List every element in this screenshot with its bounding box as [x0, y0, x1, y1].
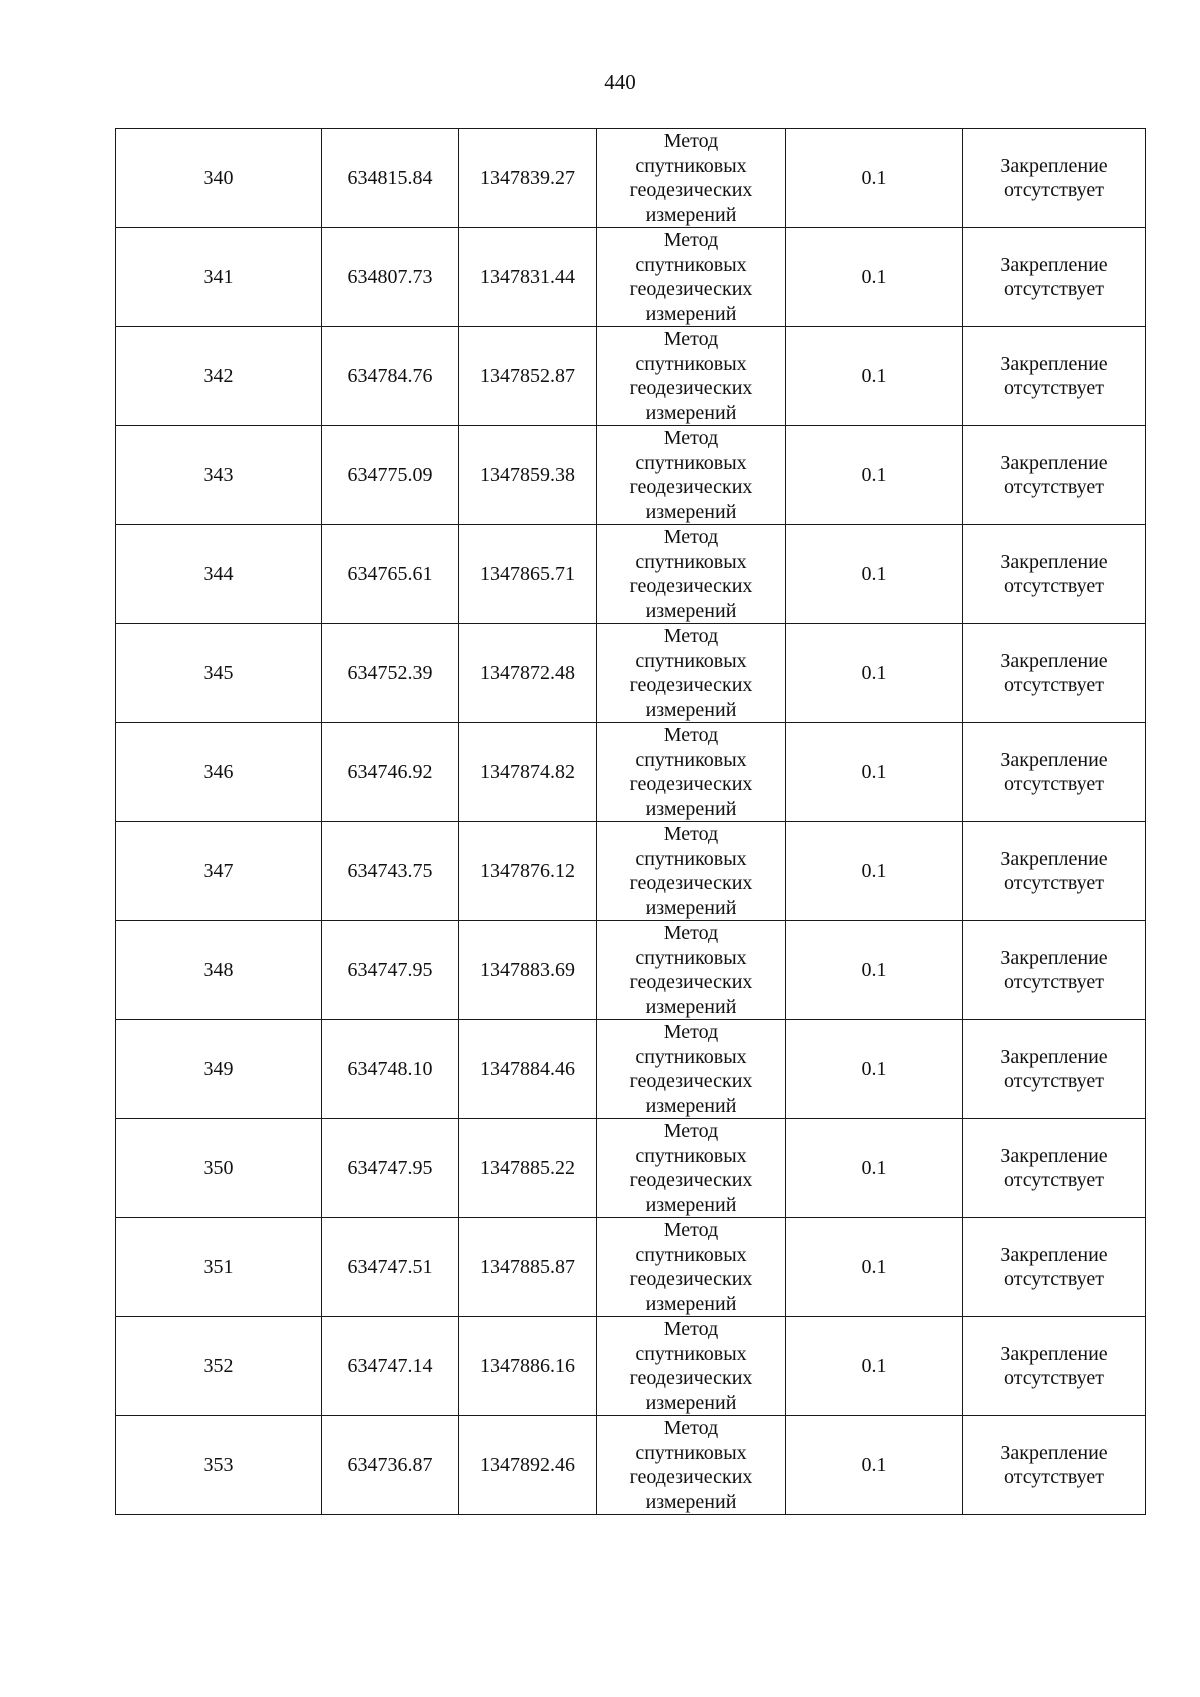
point-number-cell: 347 [116, 822, 322, 921]
accuracy-cell: 0.1 [786, 723, 963, 822]
method-cell-line: геодезических [629, 575, 753, 597]
table-row [116, 426, 1146, 525]
fixing-cell-line: Закрепление [1000, 1441, 1108, 1464]
method-cell [597, 723, 786, 822]
fixing-cell [963, 1020, 1146, 1119]
method-cell-line: спутниковых [635, 1342, 747, 1365]
table-row [116, 129, 1146, 228]
y-coordinate-cell: 1347892.46 [459, 1416, 597, 1515]
fixing-cell-line: Закрепление [1000, 451, 1108, 474]
method-cell-line: Метод [663, 1120, 719, 1142]
method-cell-line: геодезических [629, 179, 753, 201]
method-cell [597, 624, 786, 723]
accuracy-cell: 0.1 [786, 1218, 963, 1317]
method-cell-line: геодезических [629, 278, 753, 300]
point-number-cell: 345 [116, 624, 322, 723]
table-row [116, 1020, 1146, 1119]
fixing-cell-line: Закрепление [1000, 847, 1108, 870]
point-number-cell: 353 [116, 1416, 322, 1515]
fixing-cell [963, 921, 1146, 1020]
method-cell [597, 921, 786, 1020]
table-row [116, 327, 1146, 426]
fixing-cell-line: отсутствует [1003, 1466, 1105, 1488]
method-cell-line: спутниковых [635, 1243, 747, 1266]
accuracy-cell: 0.1 [786, 525, 963, 624]
fixing-cell-line: Закрепление [1000, 748, 1108, 771]
method-cell-line: спутниковых [635, 352, 747, 375]
fixing-cell-line: Закрепление [1000, 550, 1108, 573]
fixing-cell-line: Закрепление [1000, 649, 1108, 672]
fixing-cell-line: отсутствует [1003, 179, 1105, 201]
method-cell-line: геодезических [629, 872, 753, 894]
method-cell-line: геодезических [629, 773, 753, 795]
method-cell [597, 426, 786, 525]
method-cell-line: измерений [645, 203, 737, 226]
fixing-cell-line: отсутствует [1003, 377, 1105, 399]
accuracy-cell: 0.1 [786, 228, 963, 327]
method-cell-line: измерений [645, 1193, 737, 1216]
table-row [116, 822, 1146, 921]
point-number-cell: 344 [116, 525, 322, 624]
method-cell-line: спутниковых [635, 847, 747, 870]
method-cell-line: измерений [645, 500, 737, 523]
method-cell-line: Метод [663, 1417, 719, 1439]
x-coordinate-cell: 634747.95 [322, 921, 459, 1020]
method-cell-line: измерений [645, 797, 737, 820]
method-cell-line: геодезических [629, 971, 753, 993]
method-cell-line: геодезических [629, 674, 753, 696]
method-cell-line: Метод [663, 922, 719, 944]
fixing-cell [963, 1119, 1146, 1218]
accuracy-cell: 0.1 [786, 1317, 963, 1416]
fixing-cell-line: отсутствует [1003, 476, 1105, 498]
fixing-cell-line: отсутствует [1003, 773, 1105, 795]
fixing-cell-line: Закрепление [1000, 1045, 1108, 1068]
method-cell [597, 1119, 786, 1218]
method-cell-line: Метод [663, 724, 719, 746]
fixing-cell [963, 822, 1146, 921]
fixing-cell [963, 624, 1146, 723]
fixing-cell-line: отсутствует [1003, 278, 1105, 300]
fixing-cell-line: отсутствует [1003, 1268, 1105, 1290]
y-coordinate-cell: 1347883.69 [459, 921, 597, 1020]
accuracy-cell: 0.1 [786, 129, 963, 228]
method-cell [597, 1218, 786, 1317]
y-coordinate-cell: 1347865.71 [459, 525, 597, 624]
method-cell-line: Метод [663, 526, 719, 548]
method-cell-line: спутниковых [635, 1144, 747, 1167]
method-cell [597, 1020, 786, 1119]
method-cell-line: измерений [645, 599, 737, 622]
x-coordinate-cell: 634752.39 [322, 624, 459, 723]
x-coordinate-cell: 634815.84 [322, 129, 459, 228]
fixing-cell-line: Закрепление [1000, 253, 1108, 276]
fixing-cell-line: отсутствует [1003, 971, 1105, 993]
fixing-cell-line: отсутствует [1003, 575, 1105, 597]
method-cell [597, 1416, 786, 1515]
method-cell-line: геодезических [629, 1466, 753, 1488]
x-coordinate-cell: 634748.10 [322, 1020, 459, 1119]
accuracy-cell: 0.1 [786, 624, 963, 723]
fixing-cell-line: отсутствует [1003, 872, 1105, 894]
method-cell-line: Метод [663, 823, 719, 845]
point-number-cell: 349 [116, 1020, 322, 1119]
method-cell-line: геодезических [629, 1070, 753, 1092]
fixing-cell-line: отсутствует [1003, 674, 1105, 696]
method-cell-line: Метод [663, 130, 719, 152]
table-row [116, 525, 1146, 624]
accuracy-cell: 0.1 [786, 327, 963, 426]
table-row [116, 1218, 1146, 1317]
method-cell-line: спутниковых [635, 1441, 747, 1464]
point-number-cell: 342 [116, 327, 322, 426]
fixing-cell-line: Закрепление [1000, 1144, 1108, 1167]
accuracy-cell: 0.1 [786, 1119, 963, 1218]
method-cell-line: измерений [645, 1094, 737, 1117]
fixing-cell-line: Закрепление [1000, 352, 1108, 375]
method-cell-line: спутниковых [635, 748, 747, 771]
method-cell-line: измерений [645, 302, 737, 325]
method-cell [597, 228, 786, 327]
method-cell-line: Метод [663, 328, 719, 350]
point-number-cell: 340 [116, 129, 322, 228]
method-cell-line: Метод [663, 229, 719, 251]
fixing-cell-line: Закрепление [1000, 1243, 1108, 1266]
method-cell-line: Метод [663, 1318, 719, 1340]
method-cell-line: геодезических [629, 1268, 753, 1290]
fixing-cell [963, 1317, 1146, 1416]
x-coordinate-cell: 634807.73 [322, 228, 459, 327]
coordinates-table [115, 128, 1146, 1515]
fixing-cell-line: Закрепление [1000, 946, 1108, 969]
fixing-cell-line: отсутствует [1003, 1070, 1105, 1092]
fixing-cell [963, 723, 1146, 822]
fixing-cell [963, 525, 1146, 624]
method-cell-line: спутниковых [635, 649, 747, 672]
method-cell-line: измерений [645, 1292, 737, 1315]
accuracy-cell: 0.1 [786, 426, 963, 525]
fixing-cell-line: отсутствует [1003, 1169, 1105, 1191]
fixing-cell [963, 327, 1146, 426]
fixing-cell-line: Закрепление [1000, 1342, 1108, 1365]
page-number: 440 [604, 70, 636, 94]
y-coordinate-cell: 1347885.87 [459, 1218, 597, 1317]
method-cell-line: Метод [663, 1219, 719, 1241]
method-cell-line: измерений [645, 1391, 737, 1414]
accuracy-cell: 0.1 [786, 1020, 963, 1119]
y-coordinate-cell: 1347874.82 [459, 723, 597, 822]
table-row [116, 624, 1146, 723]
accuracy-cell: 0.1 [786, 921, 963, 1020]
method-cell-line: геодезических [629, 476, 753, 498]
x-coordinate-cell: 634743.75 [322, 822, 459, 921]
method-cell-line: измерений [645, 1490, 737, 1513]
fixing-cell [963, 1416, 1146, 1515]
point-number-cell: 341 [116, 228, 322, 327]
method-cell-line: геодезических [629, 1169, 753, 1191]
y-coordinate-cell: 1347859.38 [459, 426, 597, 525]
fixing-cell [963, 129, 1146, 228]
y-coordinate-cell: 1347872.48 [459, 624, 597, 723]
method-cell-line: измерений [645, 896, 737, 919]
table-row [116, 723, 1146, 822]
table-row [116, 921, 1146, 1020]
method-cell-line: Метод [663, 427, 719, 449]
fixing-cell [963, 228, 1146, 327]
method-cell-line: спутниковых [635, 1045, 747, 1068]
method-cell-line: геодезических [629, 377, 753, 399]
fixing-cell-line: Закрепление [1000, 154, 1108, 177]
y-coordinate-cell: 1347876.12 [459, 822, 597, 921]
y-coordinate-cell: 1347886.16 [459, 1317, 597, 1416]
point-number-cell: 343 [116, 426, 322, 525]
point-number-cell: 351 [116, 1218, 322, 1317]
table-row [116, 228, 1146, 327]
fixing-cell [963, 426, 1146, 525]
method-cell-line: измерений [645, 401, 737, 424]
method-cell-line: измерений [645, 698, 737, 721]
point-number-cell: 348 [116, 921, 322, 1020]
y-coordinate-cell: 1347885.22 [459, 1119, 597, 1218]
table-body [116, 129, 1146, 1515]
x-coordinate-cell: 634746.92 [322, 723, 459, 822]
x-coordinate-cell: 634747.14 [322, 1317, 459, 1416]
x-coordinate-cell: 634747.95 [322, 1119, 459, 1218]
method-cell [597, 327, 786, 426]
method-cell [597, 525, 786, 624]
x-coordinate-cell: 634784.76 [322, 327, 459, 426]
point-number-cell: 352 [116, 1317, 322, 1416]
x-coordinate-cell: 634736.87 [322, 1416, 459, 1515]
method-cell-line: спутниковых [635, 154, 747, 177]
table-row [116, 1119, 1146, 1218]
y-coordinate-cell: 1347884.46 [459, 1020, 597, 1119]
method-cell [597, 129, 786, 228]
x-coordinate-cell: 634765.61 [322, 525, 459, 624]
method-cell-line: спутниковых [635, 253, 747, 276]
fixing-cell-line: отсутствует [1003, 1367, 1105, 1389]
method-cell-line: Метод [663, 625, 719, 647]
y-coordinate-cell: 1347831.44 [459, 228, 597, 327]
method-cell-line: измерений [645, 995, 737, 1018]
accuracy-cell: 0.1 [786, 822, 963, 921]
method-cell-line: Метод [663, 1021, 719, 1043]
x-coordinate-cell: 634747.51 [322, 1218, 459, 1317]
method-cell [597, 822, 786, 921]
method-cell-line: спутниковых [635, 451, 747, 474]
y-coordinate-cell: 1347839.27 [459, 129, 597, 228]
method-cell [597, 1317, 786, 1416]
accuracy-cell: 0.1 [786, 1416, 963, 1515]
fixing-cell [963, 1218, 1146, 1317]
x-coordinate-cell: 634775.09 [322, 426, 459, 525]
method-cell-line: спутниковых [635, 946, 747, 969]
method-cell-line: спутниковых [635, 550, 747, 573]
point-number-cell: 350 [116, 1119, 322, 1218]
method-cell-line: геодезических [629, 1367, 753, 1389]
table-row [116, 1416, 1146, 1515]
y-coordinate-cell: 1347852.87 [459, 327, 597, 426]
point-number-cell: 346 [116, 723, 322, 822]
table-row [116, 1317, 1146, 1416]
